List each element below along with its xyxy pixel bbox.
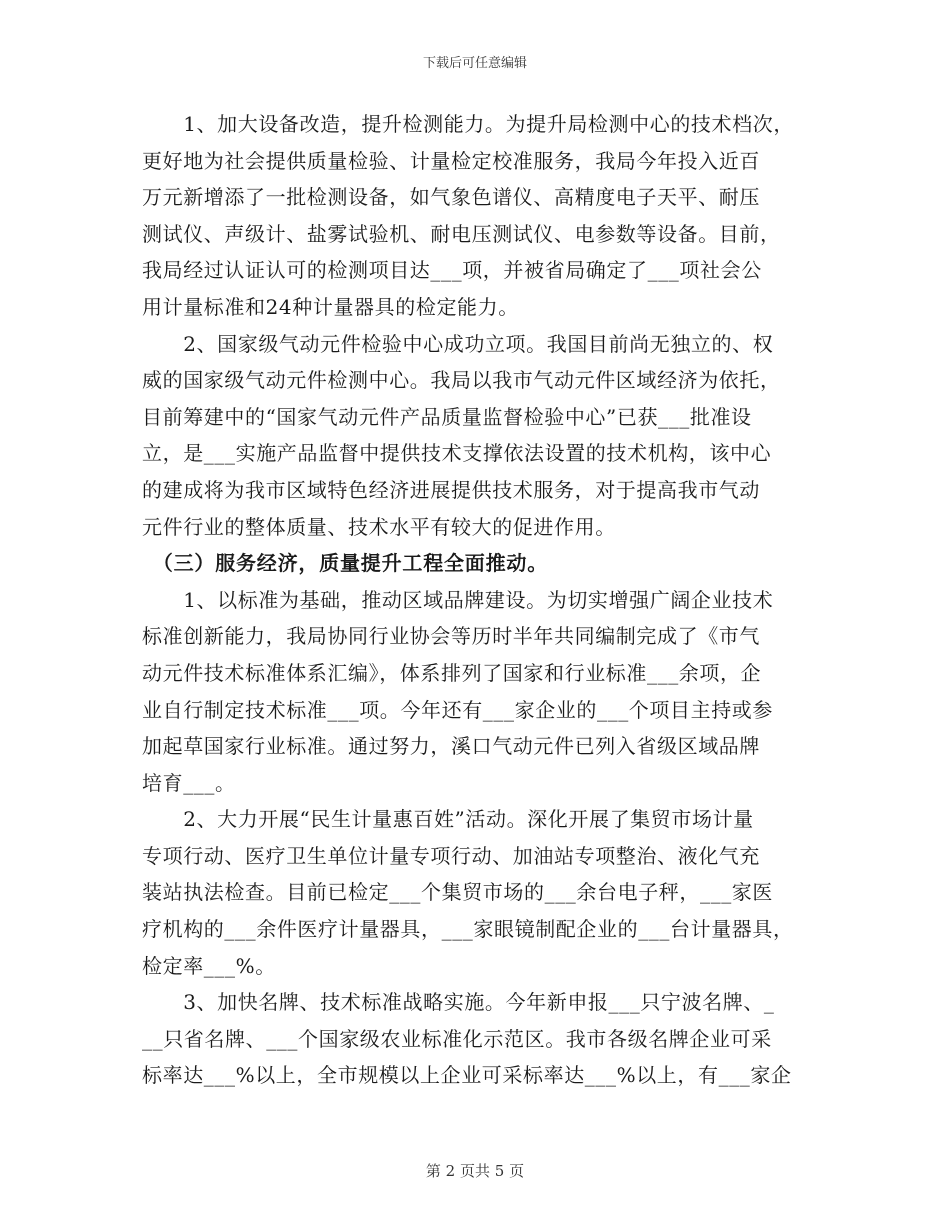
text-line: 1、以标准为基础，推动区域品牌建设。为切实增强广阔企业技术: [142, 587, 774, 612]
text-line: 更好地为社会提供质量检验、计量检定校准服务，我局今年投入近百: [142, 148, 760, 173]
paragraph-equipment: [142, 106, 810, 326]
text-line: 标率达___%以上，全市规模以上企业可采标率达___%以上，有___家企: [142, 1063, 792, 1088]
text-line: 的建成将为我市区域特色经济进展提供技术服务，对于提高我市气动: [142, 477, 760, 502]
text-line: 用计量标准和24种计量器具的检定能力。: [142, 294, 519, 319]
text-line: 立，是___实施产品监督中提供技术支撑依法设置的技术机构，该中心: [142, 441, 772, 466]
text-line: 培育___。: [142, 770, 236, 795]
text-line: 目前筹建中的“国家气动元件产品质量监督检验中心”已获___批准设: [142, 404, 752, 429]
document-body: [142, 106, 810, 1094]
paragraph-metrology: [142, 801, 810, 984]
text-line: 标准创新能力，我局协同行业协会等历时半年共同编制完成了《市气: [142, 624, 760, 649]
text-line: 专项行动、医疗卫生单位计量专项行动、加油站专项整治、液化气充: [142, 843, 760, 868]
page-header: 下载后可任意编辑: [422, 56, 527, 71]
text-line: 威的国家级气动元件检测中心。我局以我市气动元件区域经济为依托，: [142, 368, 781, 393]
paragraph-standards: [142, 582, 810, 802]
text-line: 3、加快名牌、技术标准战略实施。今年新申报___只宁波名牌、_: [142, 990, 775, 1015]
page-footer: 第 2 页共 5 页: [425, 1162, 525, 1180]
text-line: 动元件技术标准体系汇编》，体系排列了国家和行业标准___余项，企: [142, 660, 762, 685]
text-line: 测试仪、声级计、盐雾试验机、耐电压测试仪、电参数等设备。目前，: [142, 221, 781, 246]
text-line: 业自行制定技术标准___项。今年还有___家企业的___个项目主持或参: [142, 697, 773, 722]
text-line: 加起草国家行业标准。通过努力，溪口气动元件已列入省级区域品牌: [142, 734, 760, 759]
text-line: 2、大力开展“民生计量惠百姓”活动。深化开展了集贸市场计量: [142, 807, 754, 832]
text-line: 万元新增添了一批检测设备，如气象色谱仪、高精度电子天平、耐压: [142, 185, 760, 210]
text-line: __只省名牌、___个国家级农业标准化示范区。我市各级名牌企业可采: [142, 1026, 772, 1051]
text-line: 疗机构的___余件医疗计量器具，___家眼镜制配企业的___台计量器具，: [142, 917, 794, 942]
text-line: 装站执法检查。目前已检定___个集贸市场的___余台电子秤，___家医: [142, 880, 773, 905]
section-heading: （三）服务经济，质量提升工程全面推动。: [142, 551, 548, 576]
paragraph-inspection-center: [142, 326, 810, 546]
text-line: 1、加大设备改造，提升检测能力。为提升局检测中心的技术档次，: [142, 112, 794, 136]
text-line: 元件行业的整体质量、技术水平有较大的促进作用。: [142, 514, 616, 539]
text-line: 2、国家级气动元件检验中心成功立项。我国目前尚无独立的、权: [142, 331, 774, 356]
text-line: 检定率___%。: [142, 953, 276, 978]
paragraph-brands: [142, 984, 810, 1094]
text-line: 我局经过认证认可的检测项目达___项，并被省局确定了___项社会公: [142, 258, 762, 283]
